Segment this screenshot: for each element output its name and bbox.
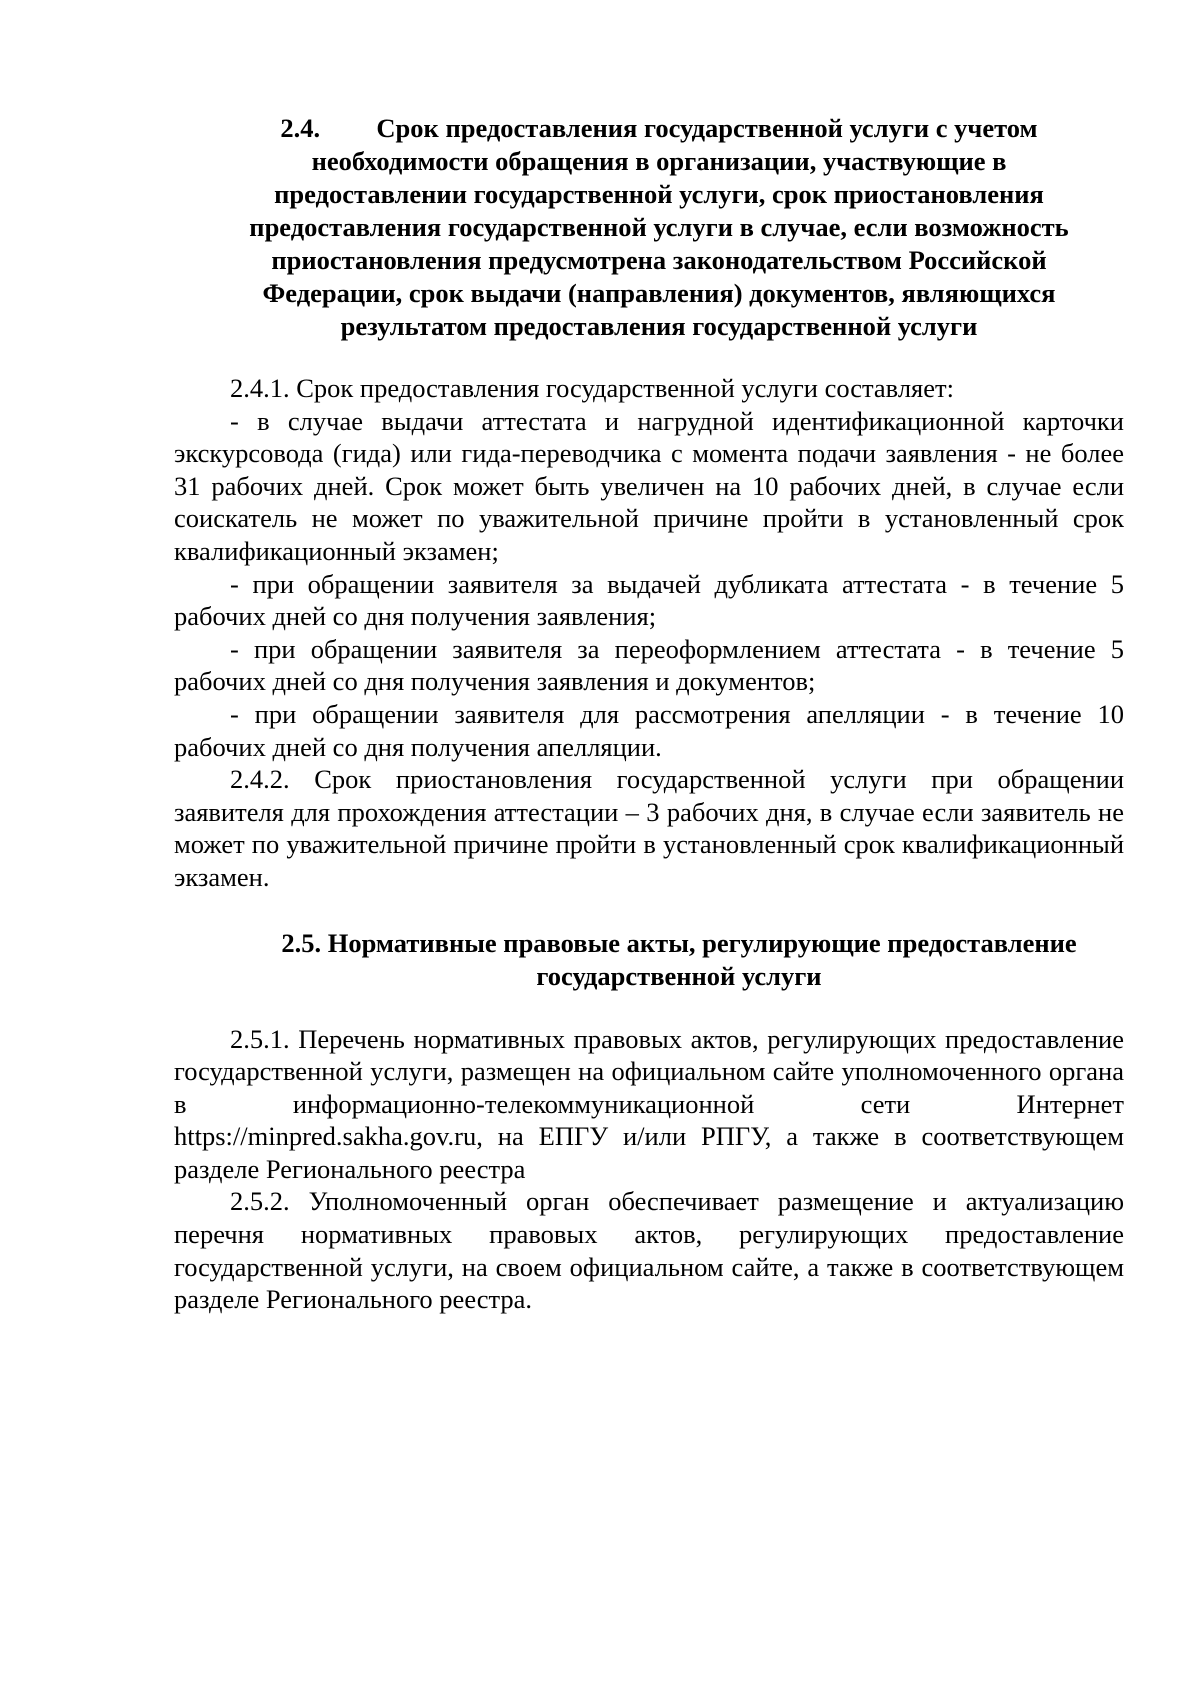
heading-line: предоставления государственной услуги в случае, если возможность [249,212,1069,242]
paragraph-2-5-1: 2.5.1. Перечень нормативных правовых актов, регулирующих предоставление государственной услуги, размещен на официальном сайте уполномоченного органа в информационно-телекоммуникационной сети Интернет https://minpred.sakha.gov.ru, на ЕПГУ и/или РПГУ, а также в соответствующем разделе Регионального реестра [174,1023,1124,1184]
section-number: 2.4. [280,113,321,143]
heading-line: государственной услуги [536,960,822,991]
heading-line: предоставлении государственной услуги, срок приостановления [274,179,1044,209]
heading-line-text: Срок предоставления государственной услуги с учетом [376,113,1038,143]
list-item-attestat: - в случае выдачи аттестата и нагрудной идентификационной карточки экскурсовода (гида) или гида-переводчика с момента подачи заявления - не более 31 рабочих дней. Срок может быть увеличен на 10 рабочих дней, в случае если соискатель не может по уважительной причине пройти в установленный срок квалификационный экзамен; [174,405,1124,566]
heading-line: 2.5. Нормативные правовые акты, регулирующие предоставление [281,927,1077,958]
list-item-appeal: - при обращении заявителя для рассмотрения апелляции - в течение 10 рабочих дней со дня получения апелляции. [174,698,1124,762]
paragraph-2-4-2: 2.4.2. Срок приостановления государственной услуги при обращении заявителя для прохождения аттестации – 3 рабочих дня, в случае если заявитель не может по уважительной причине пройти в установленный срок квалификационный экзамен. [174,764,1124,892]
section-2-4-heading [174,112,1124,343]
heading-line: Федерации, срок выдачи (направления) документов, являющихся [262,278,1056,308]
document-page [174,112,1124,1316]
paragraph-2-5-2: 2.5.2. Уполномоченный орган обеспечивает размещение и актуализацию перечня нормативных правовых актов, регулирующих предоставление государственной услуги, на своем официальном сайте, а также в соответствующем разделе Регионального реестра. [174,1186,1124,1315]
list-item-duplicate: - при обращении заявителя за выдачей дубликата аттестата - в течение 5 рабочих дней со дня получения заявления; [174,568,1124,632]
heading-line: приостановления предусмотрена законодательством Российской [271,245,1047,275]
paragraph-2-4-1: 2.4.1. Срок предоставления государственной услуги составляет: [230,373,954,403]
section-2-5-heading [174,927,1124,993]
heading-line [194,112,1124,145]
heading-line: результатом предоставления государственной услуги [340,311,978,341]
list-item-reissue: - при обращении заявителя за переоформлением аттестата - в течение 5 рабочих дней со дня получения заявления и документов; [174,633,1124,697]
heading-line: необходимости обращения в организации, участвующие в [311,146,1007,176]
